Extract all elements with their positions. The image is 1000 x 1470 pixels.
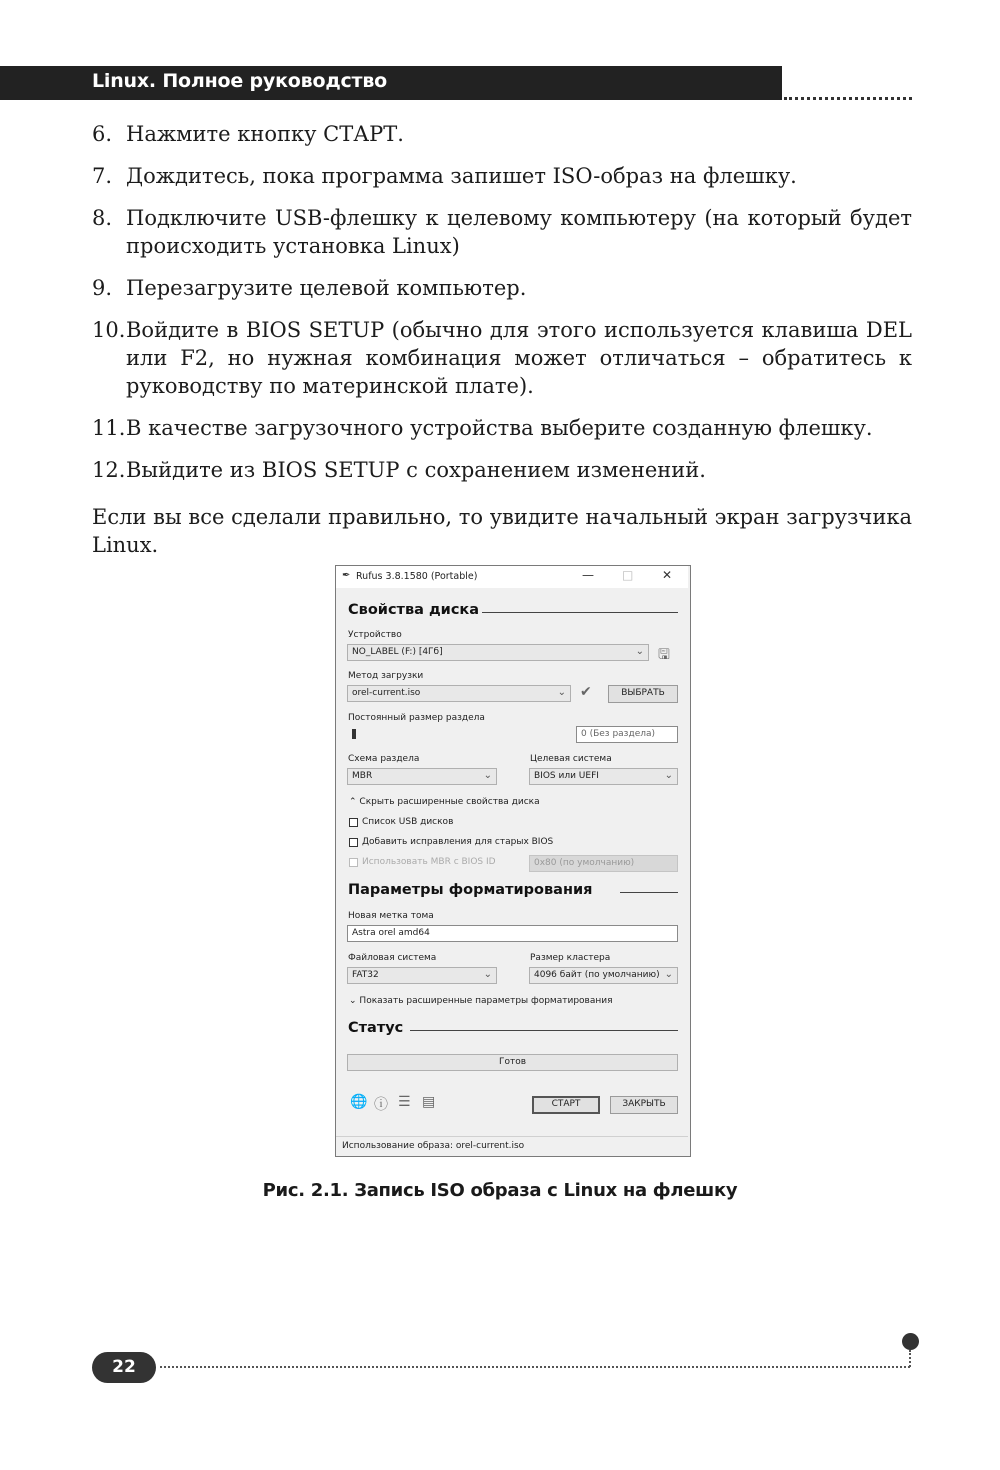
section-divider bbox=[410, 1030, 678, 1031]
close-icon[interactable]: ✕ bbox=[662, 568, 673, 582]
step-text: В качестве загрузочного устройства выберите созданную флешку. bbox=[126, 416, 873, 440]
step-text: Войдите в BIOS SETUP (обычно для этого используется клавиша DEL или F2, но нужная комбинация может отличаться – обратитесь к руководству по материнской плате). bbox=[126, 318, 912, 398]
step-number: 9. bbox=[92, 276, 113, 300]
section-divider bbox=[482, 612, 678, 613]
step-text: Нажмите кнопку СТАРТ. bbox=[126, 122, 404, 146]
boot-method-value: orel-current.iso bbox=[352, 688, 421, 698]
footer-dotted-rule bbox=[160, 1366, 910, 1368]
use-mbr-checkbox[interactable] bbox=[349, 858, 358, 867]
start-button[interactable]: СТАРТ bbox=[532, 1096, 600, 1114]
step-text: Выйдите из BIOS SETUP с сохранением изменений. bbox=[126, 458, 706, 482]
list-item bbox=[92, 120, 912, 148]
steps-list bbox=[92, 120, 912, 498]
rufus-window bbox=[335, 565, 691, 1157]
device-value: NO_LABEL (F:) [4Гб] bbox=[352, 647, 443, 657]
file-system-select[interactable] bbox=[347, 967, 497, 984]
partition-scheme-select[interactable] bbox=[347, 768, 497, 785]
bios-fixes-checkbox[interactable] bbox=[349, 838, 358, 847]
status-bar: Использование образа: orel-current.iso bbox=[336, 1136, 688, 1155]
disk-properties-heading: Свойства диска bbox=[348, 602, 480, 618]
volume-label-input[interactable]: Astra orel amd64 bbox=[347, 925, 678, 942]
step-number: 10. bbox=[92, 318, 126, 342]
persistent-size-label: Постоянный размер раздела bbox=[348, 713, 485, 723]
status-heading: Статус bbox=[348, 1020, 404, 1036]
volume-label-label: Новая метка тома bbox=[348, 911, 434, 921]
step-number: 12. bbox=[92, 458, 126, 482]
progress-bar: Готов bbox=[347, 1054, 678, 1071]
list-item bbox=[92, 274, 912, 302]
partition-scheme-label: Схема раздела bbox=[348, 754, 420, 764]
bios-id-select[interactable]: 0x80 (по умолчанию) bbox=[529, 855, 678, 872]
device-select[interactable] bbox=[347, 644, 649, 661]
chevron-down-icon: ⌄ bbox=[635, 646, 644, 657]
step-number: 6. bbox=[92, 122, 113, 146]
persistent-size-value[interactable]: 0 (Без раздела) bbox=[576, 726, 678, 743]
select-image-button[interactable]: ВЫБРАТЬ bbox=[608, 685, 678, 703]
maximize-icon[interactable]: □ bbox=[622, 568, 634, 582]
chevron-down-icon: ⌄ bbox=[664, 770, 673, 781]
partition-scheme-value: MBR bbox=[352, 771, 373, 781]
chevron-down-icon: ⌄ bbox=[349, 996, 357, 1006]
show-advanced-toggle[interactable] bbox=[349, 996, 613, 1006]
show-advanced-label: Показать расширенные параметры форматирования bbox=[359, 996, 613, 1006]
chevron-down-icon: ⌄ bbox=[664, 969, 673, 980]
cluster-size-select[interactable] bbox=[529, 967, 678, 984]
close-button[interactable]: ЗАКРЫТЬ bbox=[610, 1096, 678, 1114]
minimize-icon[interactable]: — bbox=[582, 568, 594, 582]
file-system-value: FAT32 bbox=[352, 970, 379, 980]
list-item bbox=[92, 162, 912, 190]
language-icon[interactable]: 🌐 bbox=[350, 1094, 368, 1110]
list-usb-label: Список USB дисков bbox=[362, 817, 454, 827]
chevron-down-icon: ⌄ bbox=[483, 969, 492, 980]
hide-advanced-toggle[interactable] bbox=[349, 797, 540, 807]
file-system-label: Файловая система bbox=[348, 953, 437, 963]
usb-drive-icon: ✒ bbox=[342, 570, 351, 581]
target-system-label: Целевая система bbox=[530, 754, 612, 764]
step-number: 8. bbox=[92, 206, 113, 230]
list-item bbox=[92, 204, 912, 260]
footer-dot-ornament bbox=[902, 1333, 919, 1350]
boot-method-select[interactable] bbox=[347, 685, 571, 702]
page-number: 22 bbox=[92, 1352, 156, 1383]
settings-sliders-icon[interactable]: ☰ bbox=[398, 1094, 411, 1110]
cluster-size-label: Размер кластера bbox=[530, 953, 611, 963]
check-circle-icon[interactable]: ✔ bbox=[580, 684, 592, 700]
log-icon[interactable]: ▤ bbox=[422, 1094, 436, 1110]
header-dotted-rule bbox=[784, 97, 912, 100]
cluster-size-value: 4096 байт (по умолчанию) bbox=[534, 970, 660, 980]
body-paragraph: Если вы все сделали правильно, то увидите начальный экран загрузчика Linux. bbox=[92, 505, 912, 557]
target-system-select[interactable] bbox=[529, 768, 678, 785]
step-number: 7. bbox=[92, 164, 113, 188]
step-text: Дождитесь, пока программа запишет ISO-образ на флешку. bbox=[126, 164, 797, 188]
step-number: 11. bbox=[92, 416, 126, 440]
list-item bbox=[92, 316, 912, 400]
info-icon[interactable]: ⓘ bbox=[374, 1097, 388, 1113]
figure-caption: Рис. 2.1. Запись ISO образа с Linux на флешку bbox=[262, 1180, 738, 1201]
chevron-down-icon: ⌄ bbox=[483, 770, 492, 781]
chevron-down-icon: ⌄ bbox=[557, 687, 566, 698]
bios-fixes-label: Добавить исправления для старых BIOS bbox=[362, 837, 554, 847]
persistent-size-slider[interactable] bbox=[352, 729, 356, 739]
boot-method-label: Метод загрузки bbox=[348, 671, 424, 681]
use-mbr-label: Использовать MBR с BIOS ID bbox=[362, 857, 496, 867]
window-title: Rufus 3.8.1580 (Portable) bbox=[356, 571, 478, 582]
target-system-value: BIOS или UEFI bbox=[534, 771, 599, 781]
hide-advanced-label: Скрыть расширенные свойства диска bbox=[359, 797, 540, 807]
list-item bbox=[92, 414, 912, 442]
chevron-up-icon: ⌃ bbox=[349, 797, 357, 807]
device-label: Устройство bbox=[348, 630, 402, 640]
list-item bbox=[92, 456, 912, 484]
section-divider bbox=[620, 892, 678, 893]
footer-dotted-stem bbox=[909, 1350, 911, 1367]
save-drive-icon[interactable]: 🖫 bbox=[658, 647, 670, 663]
step-text: Перезагрузите целевой компьютер. bbox=[126, 276, 527, 300]
step-text: Подключите USB-флешку к целевому компьютеру (на который будет происходить установка Linux) bbox=[126, 206, 912, 258]
list-usb-checkbox[interactable] bbox=[349, 818, 358, 827]
format-options-heading: Параметры форматирования bbox=[348, 882, 593, 898]
running-header-title: Linux. Полное руководство bbox=[92, 70, 388, 92]
